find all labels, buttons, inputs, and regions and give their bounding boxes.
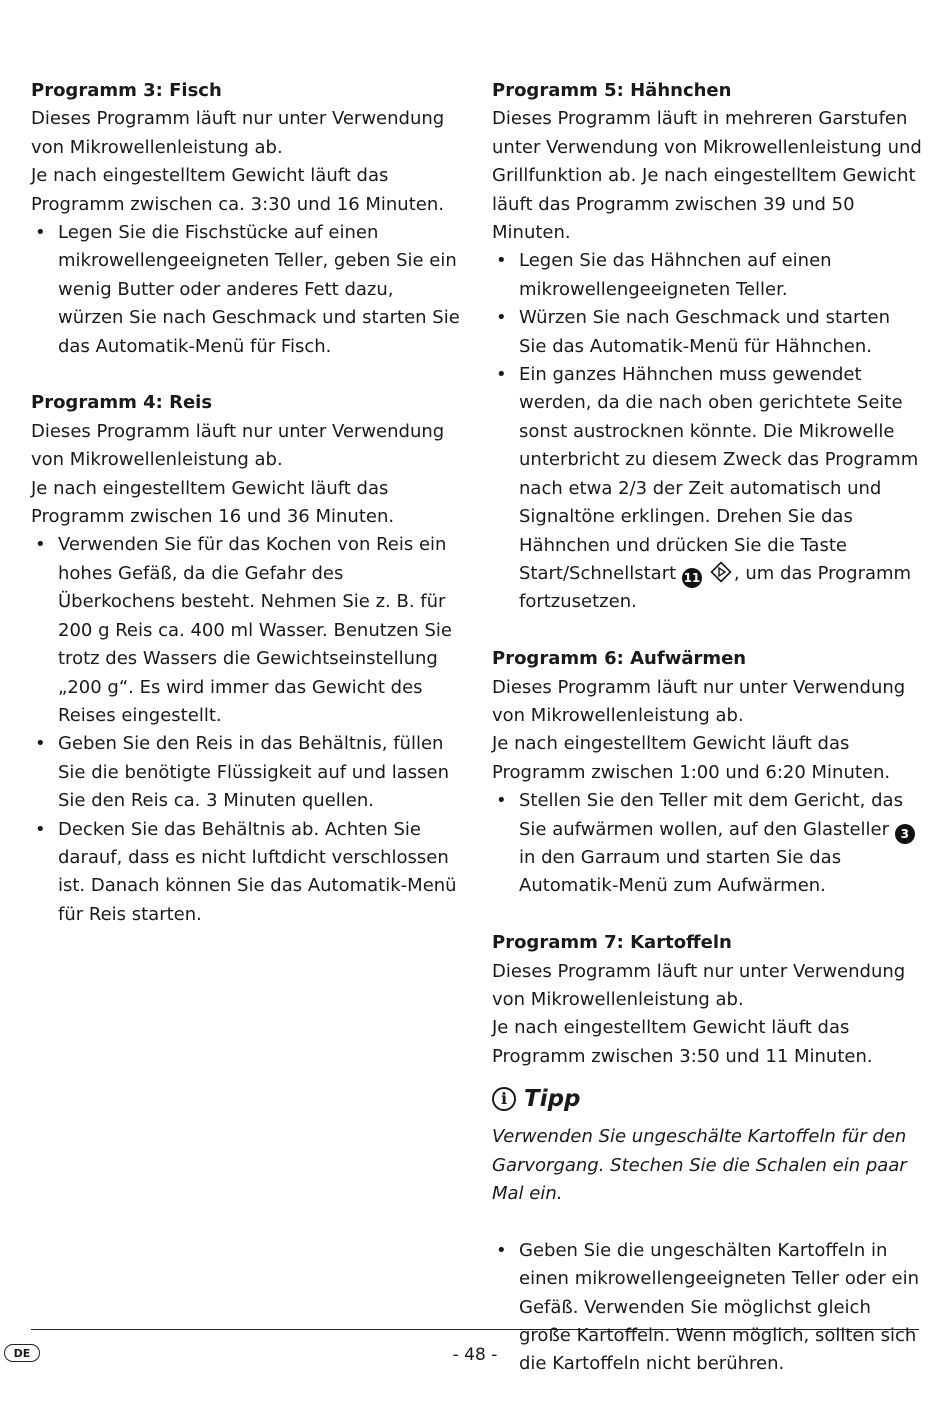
- section-programm-6: [492, 645, 922, 901]
- section-title: Programm 3: Fisch: [31, 80, 222, 101]
- paragraph: Je nach eingestelltem Gewicht läuft das Programm zwischen ca. 3:30 und 16 Minuten.: [31, 165, 444, 215]
- footer-divider: [31, 1329, 919, 1330]
- section-title: Programm 5: Hähnchen: [492, 80, 732, 101]
- list-item: [492, 361, 922, 617]
- part-number-badge: 3: [895, 824, 915, 844]
- tip-heading: [492, 1079, 922, 1119]
- bullet-list: [492, 787, 922, 901]
- list-item: [492, 787, 922, 901]
- list-item: • Legen Sie die Fischstücke auf einen mikrowellengeeigneten Teller, geben Sie ein wenig Butter oder anderes Fett dazu, würzen Sie nach Geschmack und starten Sie das Automatik-Menü für Fisch.: [31, 219, 461, 361]
- tip-title: Tipp: [524, 1085, 581, 1112]
- paragraph: Je nach eingestelltem Gewicht läuft das Programm zwischen 16 und 36 Minuten.: [31, 477, 395, 528]
- list-item-text: , um das Programm fortzusetzen.: [519, 562, 912, 613]
- list-item: • Legen Sie das Hähnchen auf einen mikrowellengeeigneten Teller.: [492, 247, 922, 304]
- list-item: • Geben Sie die ungeschälten Kartoffeln in einen mikrowellengeeigneten Teller oder ein Gefäß. Verwenden Sie möglichst gleich große Kartoffeln. Wenn möglich, sollten sich die Kartoffeln nicht berühren.: [492, 1237, 922, 1379]
- page-number: - 48 -: [452, 1345, 498, 1365]
- info-icon: i: [492, 1087, 516, 1111]
- bullet-list: [31, 219, 461, 361]
- paragraph: Dieses Programm läuft nur unter Verwendung von Mikrowellenleistung ab.: [31, 420, 445, 471]
- section-title: Programm 6: Aufwärmen: [492, 648, 747, 670]
- list-item: • Verwenden Sie für das Kochen von Reis ein hohes Gefäß, da die Gefahr des Überkochens besteht. Nehmen Sie z. B. für 200 g Reis ca. 400 ml Wasser. Benutzen Sie trotz des Wassers die Gewichtseinstellung „200 g“. Es wird immer das Gewicht des Reises eingestellt.: [31, 531, 461, 730]
- section-programm-3: [31, 77, 461, 361]
- section-programm-5: [492, 77, 922, 617]
- tip-text: Verwenden Sie ungeschälte Kartoffeln für den Garvorgang. Stechen Sie die Schalen ein paar Mal ein.: [492, 1126, 907, 1204]
- section-programm-7: [492, 929, 922, 1379]
- paragraph: Je nach eingestelltem Gewicht läuft das Programm zwischen 3:50 und 11 Minuten.: [492, 1017, 873, 1067]
- bullet-list: [492, 247, 922, 616]
- bullet-list: [31, 531, 461, 929]
- button-number-badge: 11: [682, 568, 702, 588]
- language-badge: DE: [4, 1344, 40, 1362]
- paragraph: Je nach eingestelltem Gewicht läuft das Programm zwischen 1:00 und 6:20 Minuten.: [492, 733, 891, 783]
- start-button-icon: [710, 561, 732, 583]
- list-item-text: Ein ganzes Hähnchen muss gewendet werden, da die nach oben gerichtete Seite sonst austrocknen könnte. Die Mikrowelle unterbricht zu diesem Zweck das Programm nach etwa 2/3 der Zeit automatisch und Signaltöne erklingen. Drehen Sie das Hähnchen und drücken Sie die Taste Start/Schnellstart: [519, 364, 919, 584]
- left-column: [31, 77, 461, 958]
- paragraph: Dieses Programm läuft in mehreren Garstufen unter Verwendung von Mikrowellenleistung und Grillfunktion ab. Je nach eingestelltem Gewicht läuft das Programm zwischen 39 und 50 Minuten.: [492, 108, 922, 244]
- section-programm-4: [31, 389, 461, 929]
- right-column: [492, 77, 922, 1407]
- list-item: • Geben Sie den Reis in das Behältnis, füllen Sie die benötigte Flüssigkeit auf und lassen Sie den Reis ca. 3 Minuten quellen.: [31, 730, 461, 815]
- list-item-text: Stellen Sie den Teller mit dem Gericht, das Sie aufwärmen wollen, auf den Glasteller: [519, 790, 903, 840]
- paragraph: Dieses Programm läuft nur unter Verwendung von Mikrowellenleistung ab.: [492, 960, 906, 1010]
- list-item-text: in den Garraum und starten Sie das Automatik-Menü zum Aufwärmen.: [519, 846, 842, 897]
- list-item: • Decken Sie das Behältnis ab. Achten Sie darauf, dass es nicht luftdicht verschlossen ist. Danach können Sie das Automatik-Menü für Reis starten.: [31, 816, 461, 930]
- list-item: • Würzen Sie nach Geschmack und starten Sie das Automatik-Menü für Hähnchen.: [492, 304, 922, 361]
- paragraph: Dieses Programm läuft nur unter Verwendung von Mikrowellenleistung ab.: [31, 108, 445, 158]
- section-title: Programm 7: Kartoffeln: [492, 932, 732, 954]
- paragraph: Dieses Programm läuft nur unter Verwendung von Mikrowellenleistung ab.: [492, 676, 906, 726]
- section-title: Programm 4: Reis: [31, 392, 213, 414]
